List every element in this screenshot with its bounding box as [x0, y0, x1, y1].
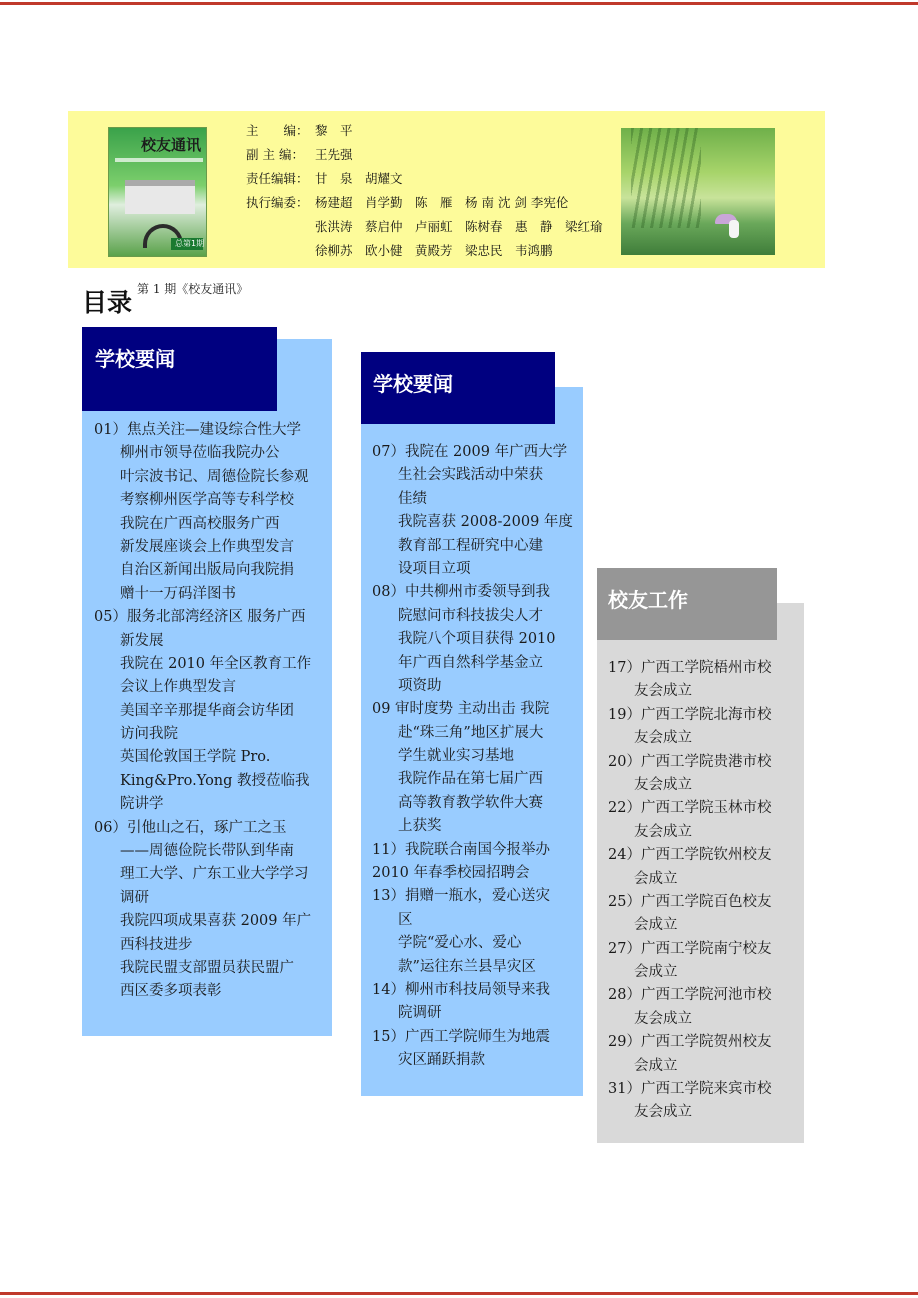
toc-entry[interactable]: 15）广西工学院师生为地震	[372, 1028, 550, 1045]
toc-entry[interactable]: 新发展座谈会上作典型发言	[120, 538, 294, 555]
bottom-rule	[0, 1292, 918, 1295]
toc-entry[interactable]: 08）中共柳州市委领导到我	[372, 584, 550, 601]
toc-entry[interactable]: 我院八个项目获得 2010	[398, 631, 556, 648]
toc-entry[interactable]: 我院四项成果喜获 2009 年广	[120, 913, 312, 930]
toc-entry[interactable]: 友会成立	[634, 683, 692, 700]
toc-entry[interactable]: 西区委多项表彰	[120, 983, 222, 1000]
staff-names-continued: 张洪涛 蔡启仲 卢丽虹 陈树春 惠 静 梁红瑜	[315, 219, 603, 234]
cover-image	[108, 127, 207, 257]
toc-entry[interactable]: 院慰问市科技拔尖人才	[398, 607, 543, 624]
toc-entry[interactable]: 区	[398, 911, 413, 928]
toc-entry[interactable]: 考察柳州医学高等专科学校	[120, 492, 294, 509]
toc-entry[interactable]: 22）广西工学院玉林市校	[608, 800, 772, 817]
toc-entry[interactable]: 13）捐赠一瓶水，爱心送灾	[372, 888, 550, 905]
staff-row	[246, 167, 603, 191]
toc-entry[interactable]: 09 审时度势 主动出击 我院	[372, 701, 550, 718]
toc-entry[interactable]: 赴“珠三角”地区扩展大	[398, 724, 544, 741]
cover-stripe	[115, 158, 203, 162]
toc-entry[interactable]: 友会成立	[634, 1010, 692, 1027]
staff-names: 甘 泉 胡耀文	[315, 171, 403, 186]
toc-entry[interactable]: 会议上作典型发言	[120, 679, 236, 696]
toc-entry[interactable]: 20）广西工学院贵港市校	[608, 753, 772, 770]
toc-entry[interactable]: 自治区新闻出版局向我院捐	[120, 562, 294, 579]
toc-entry[interactable]: 院讲学	[120, 796, 164, 813]
toc-entry[interactable]: 友会成立	[634, 730, 692, 747]
toc-entry[interactable]: King&Pro.Yong 教授莅临我	[120, 772, 310, 789]
toc-entry[interactable]: 院调研	[398, 1005, 442, 1022]
column-3-list	[608, 657, 804, 1125]
masthead	[68, 111, 825, 268]
top-rule	[0, 2, 918, 5]
column-1-list	[94, 419, 330, 1004]
toc-entry[interactable]: 款”运往东兰县旱灾区	[398, 958, 536, 975]
staff-names-continued: 徐柳苏 欧小健 黄殿芳 梁忠民 韦鸿鹏	[315, 243, 553, 258]
toc-entry[interactable]: 上获奖	[398, 818, 442, 835]
toc-entry[interactable]: 项资助	[398, 677, 442, 694]
toc-entry[interactable]: 新发展	[120, 632, 164, 649]
toc-entry[interactable]: 会成立	[634, 917, 678, 934]
staff-label: 副 主 编：	[246, 147, 304, 162]
toc-entry[interactable]: 我院民盟支部盟员获民盟广	[120, 959, 294, 976]
column-2-list	[372, 441, 582, 1073]
toc-entry[interactable]: 调研	[120, 889, 149, 906]
staff-row	[246, 119, 603, 143]
toc-entry[interactable]: 28）广西工学院河池市校	[608, 987, 772, 1004]
toc-title: 目录	[82, 288, 133, 317]
staff-label: 责任编辑：	[246, 171, 309, 186]
toc-entry[interactable]: 学生就业实习基地	[398, 748, 514, 765]
toc-entry[interactable]: 05）服务北部湾经济区 服务广西	[94, 609, 306, 626]
staff-names: 杨建超 肖学勤 陈 雁 杨 南 沈 剑 李宪伦	[315, 195, 569, 210]
willow-photo	[621, 128, 775, 255]
toc-entry[interactable]: 西科技进步	[120, 936, 193, 953]
staff-label: 主 编：	[246, 123, 309, 138]
staff-label: 执行编委：	[246, 195, 309, 210]
toc-entry[interactable]: 设项目立项	[398, 560, 471, 577]
staff-row	[246, 143, 603, 167]
toc-entry[interactable]: 会成立	[634, 870, 678, 887]
toc-entry[interactable]: 27）广西工学院南宁校友	[608, 940, 772, 957]
toc-entry[interactable]: 31）广西工学院来宾市校	[608, 1081, 772, 1098]
toc-entry[interactable]: 会成立	[634, 964, 678, 981]
toc-entry[interactable]: 24）广西工学院钦州校友	[608, 847, 772, 864]
toc-entry[interactable]: 英国伦敦国王学院 Pro.	[120, 749, 271, 766]
staff-row	[246, 191, 603, 215]
column-heading-text: 学校要闻	[95, 347, 175, 371]
toc-entry[interactable]: 我院在广西高校服务广西	[120, 515, 280, 532]
toc-entry[interactable]: 11）我院联合南国今报举办	[372, 841, 550, 858]
toc-entry[interactable]: 29）广西工学院贺州校友	[608, 1034, 772, 1051]
toc-entry[interactable]: 17）广西工学院梧州市校	[608, 660, 772, 676]
toc-entry[interactable]: 14）柳州市科技局领导来我	[372, 981, 550, 998]
toc-entry[interactable]: 2010 年春季校园招聘会	[372, 865, 530, 882]
toc-entry[interactable]: 06）引他山之石，琢广工之玉	[94, 819, 287, 836]
toc-entry[interactable]: 学院“爱心水、爱心	[398, 935, 522, 952]
toc-entry[interactable]: 19）广西工学院北海市校	[608, 706, 772, 723]
toc-entry[interactable]: 佳绩	[398, 490, 427, 507]
staff-names: 黎 平	[315, 123, 353, 138]
toc-entry[interactable]: 高等教育教学软件大赛	[398, 794, 543, 811]
cover-building	[125, 180, 195, 214]
toc-entry[interactable]: 灾区踊跃捐款	[398, 1052, 485, 1069]
staff-names: 王先强	[315, 147, 353, 162]
toc-entry[interactable]: 访问我院	[120, 726, 178, 743]
staff-list	[246, 119, 603, 263]
toc-entry[interactable]: 教育部工程研究中心建	[398, 537, 543, 554]
toc-entry[interactable]: 友会成立	[634, 823, 692, 840]
column-3-heading	[597, 568, 777, 640]
toc-entry[interactable]: 赠十一万码洋图书	[120, 585, 236, 602]
toc-entry[interactable]: 年广西自然科学基金立	[398, 654, 543, 671]
toc-subtitle: 第 1 期《校友通讯》	[137, 282, 249, 296]
willow-tree	[631, 128, 701, 228]
cover-title: 校友通讯	[141, 136, 202, 154]
toc-entry[interactable]: 友会成立	[634, 1104, 692, 1121]
toc-entry[interactable]: 美国辛辛那提华商会访华团	[120, 702, 294, 719]
toc-entry[interactable]: 生社会实践活动中荣获	[398, 467, 543, 484]
toc-entry[interactable]: 叶宗波书记、周德俭院长参观	[120, 468, 309, 485]
toc-entry[interactable]: 25）广西工学院百色校友	[608, 893, 772, 910]
cover-badge-text: 总第1期	[175, 239, 205, 248]
column-heading-text: 校友工作	[608, 588, 688, 612]
toc-entry[interactable]: 会成立	[634, 1057, 678, 1074]
toc-entry[interactable]: 01）焦点关注—建设综合性大学	[94, 422, 301, 438]
toc-entry[interactable]: 我院在 2010 年全区教育工作	[120, 655, 312, 672]
toc-entry[interactable]: 07）我院在 2009 年广西大学	[372, 444, 568, 460]
toc-entry[interactable]: ——周德俭院长带队到华南	[120, 843, 294, 860]
toc-entry[interactable]: 我院喜获 2008-2009 年度	[398, 514, 573, 531]
person-figure	[729, 220, 739, 238]
toc-entry[interactable]: 柳州市领导莅临我院办公	[120, 445, 280, 462]
toc-entry[interactable]: 我院作品在第七届广西	[398, 771, 543, 788]
column-heading-text: 学校要闻	[373, 372, 453, 396]
toc-entry[interactable]: 理工大学、广东工业大学学习	[120, 866, 309, 883]
column-1-heading	[82, 327, 277, 411]
column-2-heading	[361, 352, 555, 424]
toc-entry[interactable]: 友会成立	[634, 776, 692, 793]
